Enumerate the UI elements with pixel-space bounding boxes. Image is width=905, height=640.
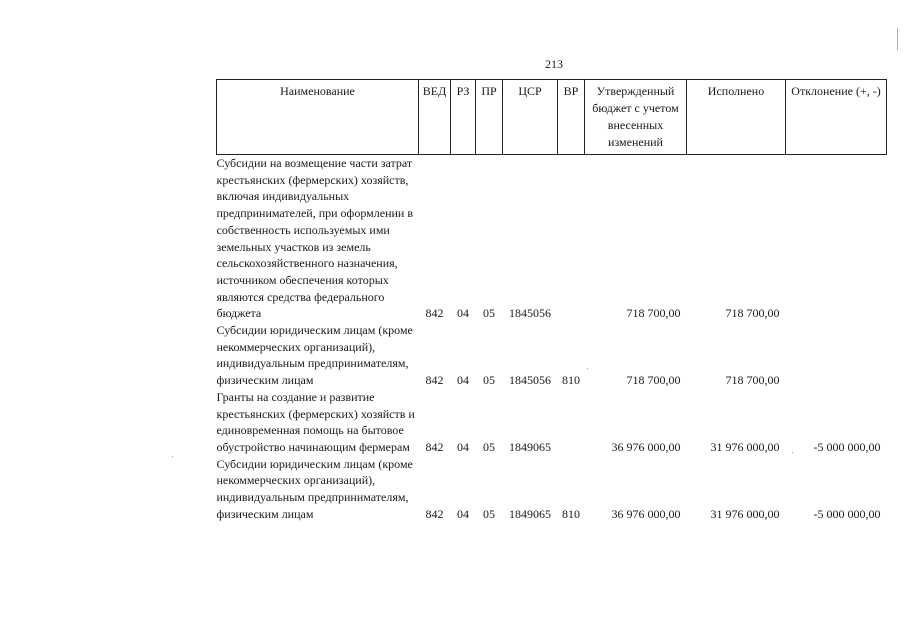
row-csr: 1845056 (509, 306, 551, 321)
header-name: Наименование (217, 80, 419, 155)
table-header-row (217, 80, 887, 155)
row-vr (558, 389, 585, 456)
row-pr: 05 (483, 506, 495, 521)
row-ved: 842 (425, 506, 444, 521)
row-vr (558, 155, 585, 323)
row-executed: 718 700,00 (725, 306, 780, 321)
row-approved: 36 976 000,00 (611, 439, 681, 454)
row-ved: 842 (425, 306, 444, 321)
row-deviation: -5 000 000,00 (813, 506, 881, 521)
row-vr: 810 (562, 373, 580, 388)
row-name: Субсидии юридическим лицам (кроме некоммерческих организаций), индивидуальным предпринимателям, физическим лицам (216, 456, 413, 521)
header-vr: ВР (558, 80, 585, 155)
row-name: Гранты на создание и развитие крестьянских (фермерских) хозяйств и единовременная помощь на бытовое обустройство начинающим фермерам (216, 389, 415, 454)
row-rz: 04 (457, 439, 469, 454)
scan-speck (172, 456, 173, 457)
row-vr: 810 (562, 506, 580, 521)
row-approved: 718 700,00 (626, 373, 681, 388)
table-row (217, 389, 887, 456)
row-approved: 718 700,00 (626, 306, 681, 321)
header-executed: Исполнено (687, 80, 786, 155)
row-approved: 36 976 000,00 (611, 506, 681, 521)
row-name: Субсидии на возмещение части затрат крестьянских (фермерских) хозяйств, включая индивидуальных предпринимателей, при оформлении в собственность используемых ими земельных участков из земель сельскохозяйственного назначения, источником обеспечения которых являются средства федерального бюджета (216, 156, 413, 321)
row-executed: 31 976 000,00 (710, 506, 780, 521)
row-pr: 05 (483, 373, 495, 388)
row-executed: 718 700,00 (725, 373, 780, 388)
row-deviation (786, 155, 887, 323)
table-row (217, 155, 887, 323)
row-csr: 1849065 (509, 439, 551, 454)
header-pr: ПР (476, 80, 503, 155)
row-ved: 842 (425, 439, 444, 454)
row-deviation (786, 322, 887, 389)
row-pr: 05 (483, 439, 495, 454)
header-ved: ВЕД (419, 80, 451, 155)
header-rz: РЗ (451, 80, 476, 155)
row-executed: 31 976 000,00 (710, 439, 780, 454)
row-pr: 05 (483, 306, 495, 321)
header-csr: ЦСР (503, 80, 558, 155)
row-ved: 842 (425, 373, 444, 388)
row-csr: 1849065 (509, 506, 551, 521)
row-deviation: -5 000 000,00 (813, 439, 881, 454)
header-approved: Утвержденный бюджет с учетом внесенных изменений (585, 80, 687, 155)
table-row (217, 456, 887, 523)
table-row (217, 322, 887, 389)
row-rz: 04 (457, 306, 469, 321)
row-rz: 04 (457, 506, 469, 521)
row-csr: 1845056 (509, 373, 551, 388)
budget-table (216, 79, 887, 522)
row-rz: 04 (457, 373, 469, 388)
scan-edge-mark (897, 28, 898, 50)
header-deviation: Отклонение (+, -) (786, 80, 887, 155)
row-name: Субсидии юридическим лицам (кроме некоммерческих организаций), индивидуальным предпринимателям, физическим лицам (216, 323, 413, 388)
page-number: 213 (545, 57, 563, 71)
